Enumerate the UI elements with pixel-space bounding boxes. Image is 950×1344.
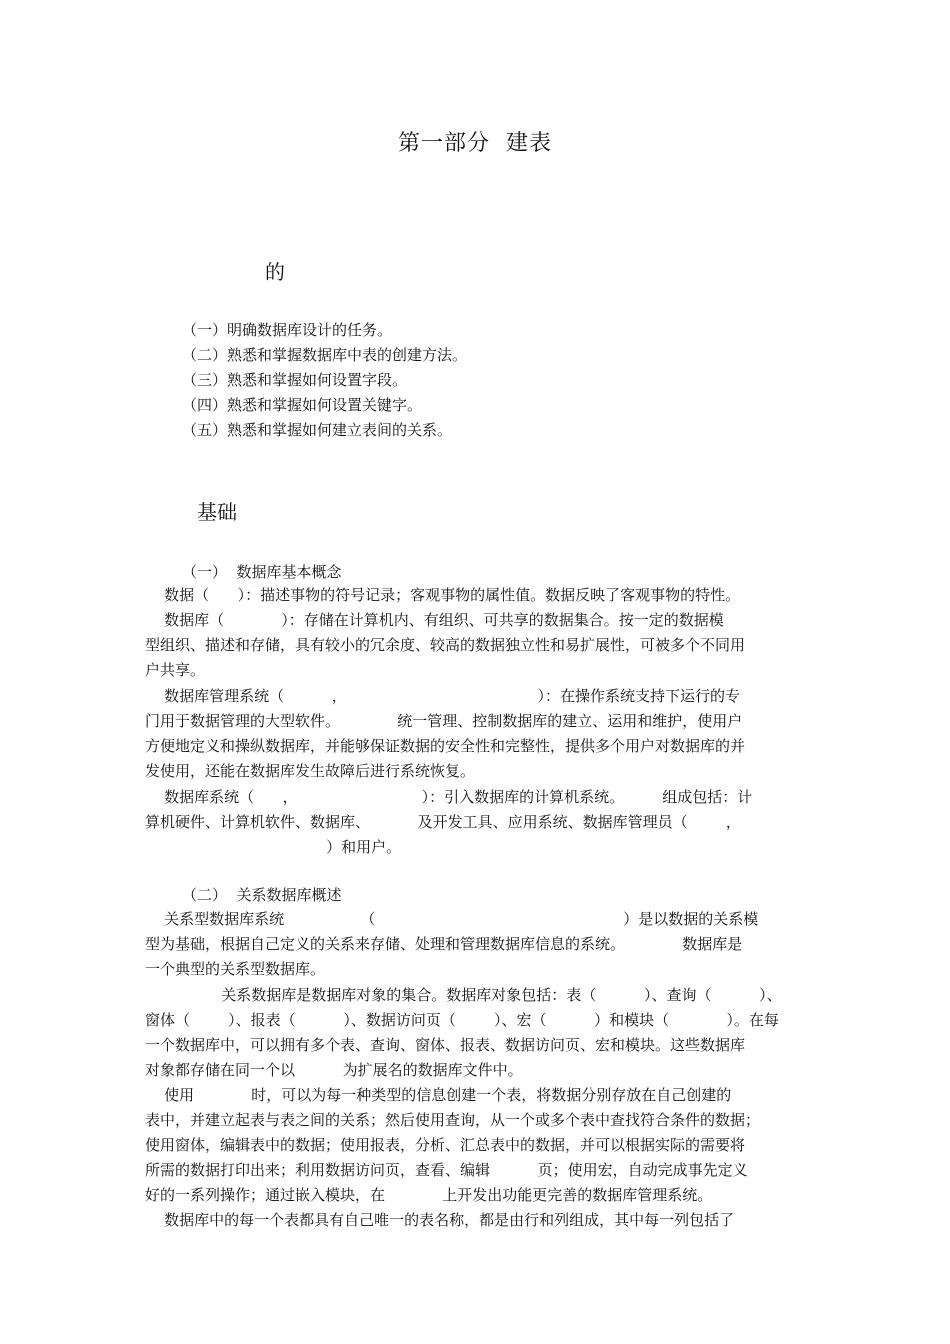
text-line: 一个数据库中，可以拥有多个表、查询、窗体、报表、数据访问页、宏和模块。这些数据库 [145, 1036, 746, 1054]
text-line: 数据（ ）：描述事物的符号记录；客观事物的属性值。数据反映了客观事物的特性。 [145, 586, 741, 604]
text-line: 关系数据库是数据库对象的集合。数据库对象包括：表（ ）、查询（ ）、 [145, 986, 782, 1004]
objective-item: （二）熟悉和掌握数据库中表的创建方法。 [182, 346, 468, 364]
objective-item: （三）熟悉和掌握如何设置字段。 [182, 371, 408, 389]
text-line: 数据库管理系统（ ， ）：在操作系统支持下运行的专 [145, 687, 740, 705]
text-line: 所需的数据打印出来；利用数据访问页，查看、编辑 页；使用宏，自动完成事先定义 [145, 1161, 748, 1179]
objective-item: （四）熟悉和掌握如何设置关键字。 [182, 396, 423, 414]
text-line: ）和用户。 [145, 838, 402, 856]
page-title: 第一部分 建表 [398, 131, 552, 156]
paragraph-tables [145, 1208, 810, 1233]
text-line: 使用 时，可以为每一种类型的信息创建一个表，将数据分别存放在自己创建的 [145, 1086, 732, 1104]
subsection-heading-concepts: （一） 数据库基本概念 [182, 563, 342, 581]
section-heading-basics: 基础 [197, 500, 237, 524]
paragraph-db-objects [145, 983, 810, 1083]
paragraph-dbs [145, 785, 810, 860]
text-line: 使用窗体，编辑表中的数据；使用报表，分析、汇总表中的数据，并可以根据实际的需要将 [145, 1136, 746, 1154]
objective-item: （五）熟悉和掌握如何建立表间的关系。 [182, 421, 453, 439]
text-line: 对象都存储在同一个以 为扩展名的数据库文件中。 [145, 1061, 523, 1079]
paragraph-data [145, 583, 810, 608]
text-line: 关系型数据库系统 （ ）是以数据的关系模 [145, 910, 759, 928]
text-line: 门用于数据管理的大型软件。 统一管理、控制数据库的建立、运用和维护，使用户 [145, 712, 743, 730]
text-line: 数据库（ ）：存储在计算机内、有组织、可共享的数据集合。按一定的数据模 [145, 611, 724, 629]
paragraph-rdbms [145, 907, 810, 982]
text-line: 一个典型的关系型数据库。 [145, 960, 326, 978]
text-line: 户共享。 [145, 661, 206, 679]
paragraph-dbms [145, 684, 810, 784]
objective-item: （一）明确数据库设计的任务。 [182, 321, 393, 339]
text-line: 数据库系统（ ， ）：引入数据库的计算机系统。 组成包括：计 [145, 788, 753, 806]
paragraph-database [145, 608, 810, 683]
text-line: 数据库中的每一个表都具有自己唯一的表名称，都是由行和列组成，其中每一列包括了 [145, 1211, 735, 1229]
text-line: 算机硬件、计算机软件、数据库、 及开发工具、应用系统、数据库管理员（ ， [145, 813, 741, 831]
text-line: 方便地定义和操纵数据库，并能够保证数据的安全性和完整性，提供多个用户对数据库的并 [145, 737, 746, 755]
text-line: 窗体（ ）、报表（ ）、数据访问页（ ）、宏（ ）和模块（ ）。在每 [145, 1011, 779, 1029]
section-heading-purpose: 的 [265, 260, 285, 284]
text-line: 表中，并建立起表与表之间的关系；然后使用查询，从一个或多个表中查找符合条件的数据； [145, 1111, 761, 1129]
text-line: 型组织、描述和存储，具有较小的冗余度、较高的数据独立性和易扩展性，可被多个不同用 [145, 636, 746, 654]
text-line: 发使用，还能在数据库发生故障后进行系统恢复。 [145, 762, 476, 780]
paragraph-usage [145, 1083, 810, 1208]
text-line: 型为基础，根据自己定义的关系来存储、处理和管理数据库信息的系统。 数据库是 [145, 935, 743, 953]
text-line: 好的一系列操作；通过嵌入模块，在 上开发出功能更完善的数据库管理系统。 [145, 1186, 713, 1204]
subsection-heading-relational: （二） 关系数据库概述 [182, 886, 342, 904]
